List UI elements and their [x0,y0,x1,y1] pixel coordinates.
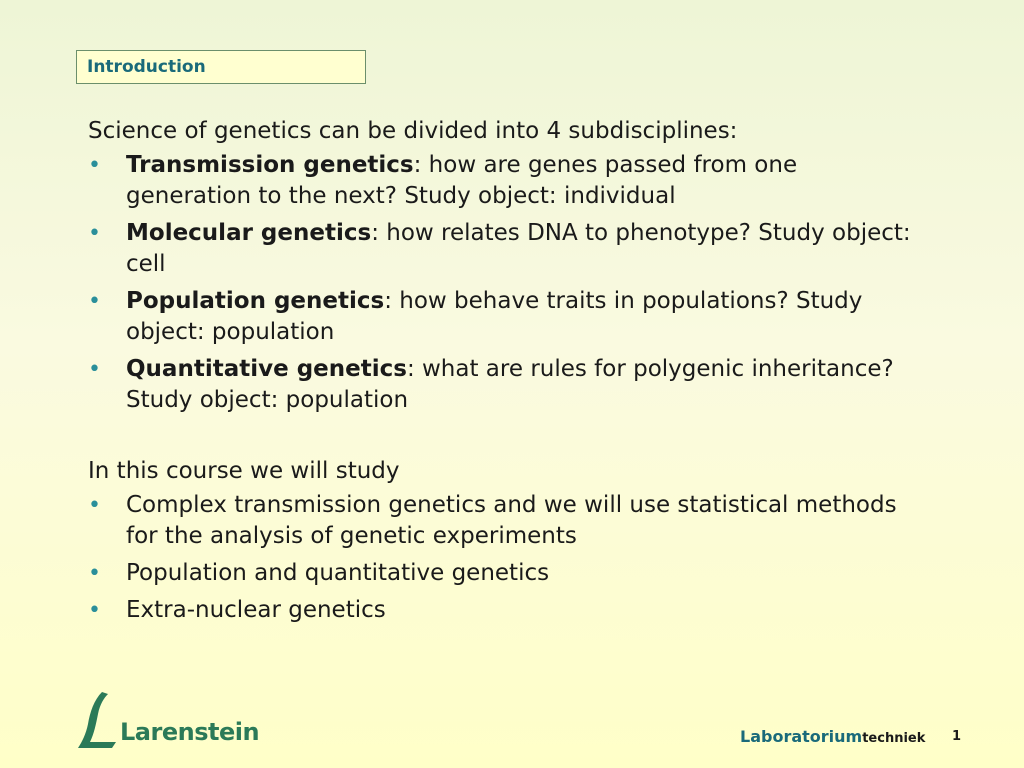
bullet-icon: • [88,357,101,382]
course-topics-list [88,490,918,626]
list-item [88,558,918,589]
slide-title: Introduction [87,57,206,77]
item-term: Quantitative genetics [126,356,407,382]
bullet-icon: • [88,561,101,586]
list-item [88,595,918,626]
footer-brand [740,727,925,746]
item-text: Population and quantitative genetics [126,560,550,586]
item-text: : how relates DNA to phenotype? Study object: cell [126,220,911,277]
item-term: Transmission genetics [126,152,414,178]
bullet-icon: • [88,289,101,314]
item-text: : what are rules for polygenic inheritance? Study object: population [126,356,894,413]
list-item [88,490,918,552]
item-term: Molecular genetics [126,220,372,246]
item-text: Extra-nuclear genetics [126,597,386,623]
section1-intro: Science of genetics can be divided into 4 subdisciplines: [88,118,738,144]
footer-brand-bold: Laboratorium [740,727,863,746]
item-text: Complex transmission genetics and we will use statistical methods for the analysis of genetic experiments [126,492,897,549]
list-item [88,286,918,348]
item-text: : how are genes passed from one generation to the next? Study object: individual [126,152,798,209]
page-number: 1 [952,729,962,744]
list-item [88,150,918,212]
item-term: Population genetics [126,288,385,314]
bullet-icon: • [88,153,101,178]
subdisciplines-list [88,150,918,416]
bullet-icon: • [88,493,101,518]
footer-brand-small: techniek [862,731,926,746]
bullet-icon: • [88,221,101,246]
section2-intro: In this course we will study [88,458,400,484]
slide-content [88,116,918,632]
bullet-icon: • [88,598,101,623]
list-item [88,354,918,416]
list-item [88,218,918,280]
logo-text: Larenstein [120,718,260,746]
slide-title-box [76,50,366,84]
item-text: : how behave traits in populations? Study object: population [126,288,863,345]
